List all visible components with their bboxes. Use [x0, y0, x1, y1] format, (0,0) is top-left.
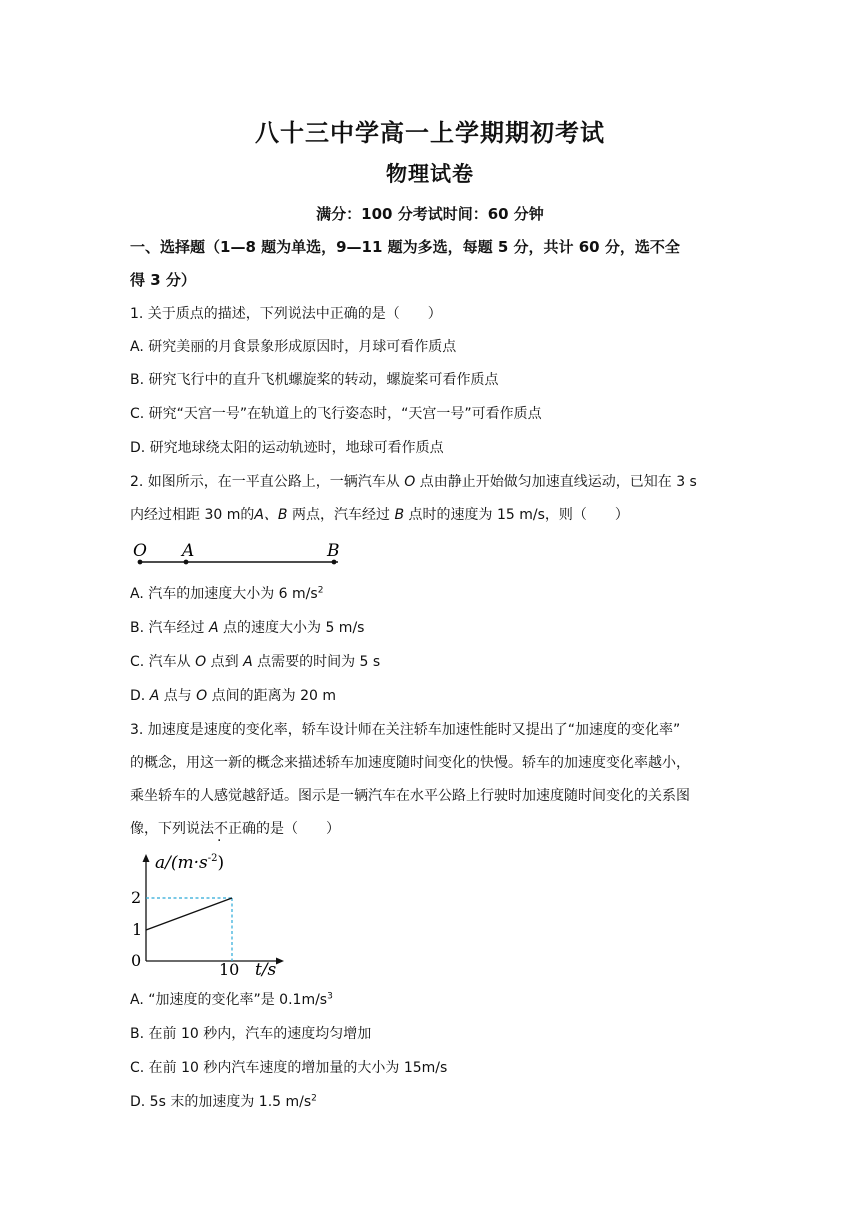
q3-acceleration-graph	[128, 848, 298, 980]
origin-label: 0	[131, 951, 142, 970]
q1-option-c: C. 研究“天宫一号”在轨道上的飞行姿态时，“天宫一号”可看作质点	[130, 406, 542, 422]
acceleration-line	[146, 898, 232, 930]
q3-option-a: A. “加速度的变化率”是 $0.1m/s^3$	[130, 991, 333, 1008]
x-tick-10: 10	[219, 960, 240, 979]
q2-stem-line2: 内经过相距 30 m的A、B 两点，汽车经过 B 点时的速度为 15 m/s，则（ ）	[130, 507, 629, 523]
q2-road-figure	[128, 538, 358, 570]
q3-stem-line3: 乘坐轿车的人感觉越舒适。图示是一辆汽车在水平公路上行驶时加速度随时间变化的关系图	[130, 788, 690, 804]
y-axis-label: $a/(m\cdot s^{-2})$	[155, 853, 225, 873]
q2-stem-line1: 2. 如图所示，在一平直公路上，一辆汽车从 O 点由静止开始做匀加速直线运动，已知在 3 s	[130, 474, 697, 490]
point-b-label: B	[327, 541, 340, 561]
point-o-label: O	[133, 541, 147, 561]
q3-stem-line2: 的概念，用这一新的概念来描述轿车加速度随时间变化的快慢。轿车的加速度变化率越小，	[130, 755, 690, 771]
q2-option-d: D. A 点与 O 点间的距离为 20 m	[130, 688, 337, 704]
q2-option-b: B. 汽车经过 A 点的速度大小为 5 m/s	[130, 620, 365, 636]
q1-option-d: D. 研究地球绕太阳的运动轨迹时，地球可看作质点	[130, 440, 444, 456]
point-a-label: A	[182, 541, 195, 561]
q1-option-a: A. 研究美丽的月食景象形成原因时，月球可看作质点	[130, 339, 457, 355]
exam-subtitle: 物理试卷	[386, 161, 474, 186]
q2-option-c: C. 汽车从 O 点到 A 点需要的时间为 5 s	[130, 654, 381, 670]
q3-option-d: D. 5s 末的加速度为 1.5 $m/s^2$	[130, 1093, 317, 1110]
section-heading-line1: 一、选择题（1—8 题为单选，9—11 题为多选，每题 5 分，共计 60 分，选不全	[130, 238, 680, 256]
x-axis-label: t/s	[255, 960, 277, 980]
q3-option-c: C. 在前 10 秒内汽车速度的增加量的大小为 15m/s	[130, 1060, 448, 1076]
emphasis-dot-char: 不	[214, 821, 228, 837]
q3-stem-line1: 3. 加速度是速度的变化率，轿车设计师在关注轿车加速性能时又提出了“加速度的变化率”	[130, 722, 681, 738]
section-heading-line2: 得 3 分）	[130, 271, 196, 289]
y-tick-1: 1	[132, 920, 143, 939]
exam-title: 八十三中学高一上学期期初考试	[255, 118, 605, 147]
q3-stem-line4: 像，下列说法不正确的是（ ）	[130, 821, 340, 837]
q1-stem: 1. 关于质点的描述，下列说法中正确的是（ ）	[130, 306, 442, 322]
q2-option-a: A. 汽车的加速度大小为 6 $m/s^2$	[130, 585, 324, 602]
y-tick-2: 2	[131, 888, 142, 907]
q3-option-b: B. 在前 10 秒内，汽车的速度均匀增加	[130, 1026, 372, 1042]
q1-option-b: B. 研究飞行中的直升飞机螺旋桨的转动，螺旋桨可看作质点	[130, 372, 499, 388]
exam-info: 满分：100 分考试时间：60 分钟	[316, 205, 544, 223]
